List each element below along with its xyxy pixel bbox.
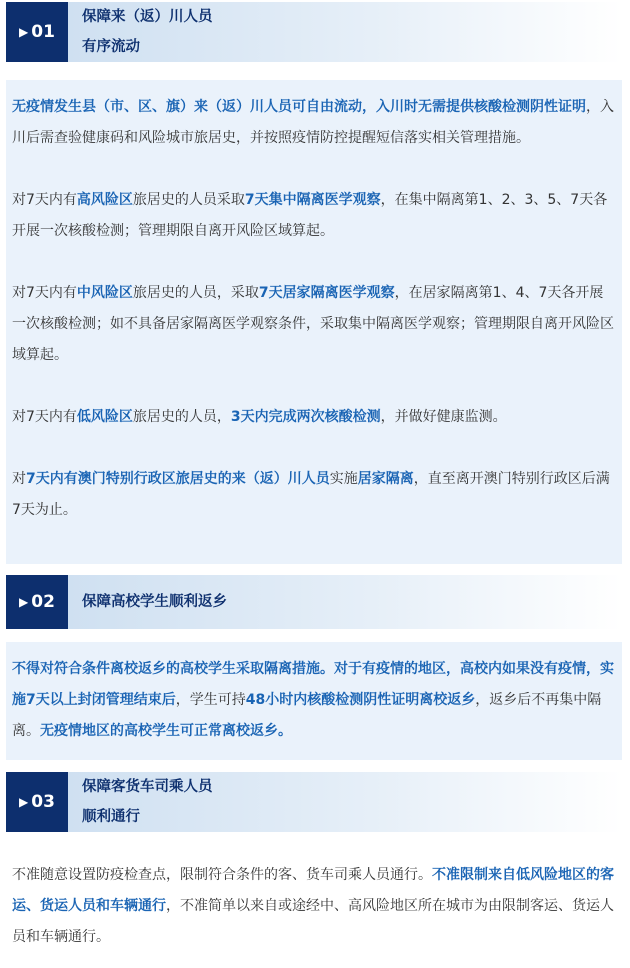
highlighted-text: 不准限制来自低风险地区的客运、货运人员和车辆通行 — [12, 867, 614, 914]
body-text: 对7天内有 — [12, 285, 77, 301]
highlighted-text: 居家隔离 — [357, 471, 414, 487]
highlighted-text: 中风险区 — [76, 285, 133, 301]
paragraph — [12, 654, 614, 747]
play-triangle-icon: ▶ — [19, 795, 29, 809]
body-text: ，在集中隔离第1、2、3、5、7天各开展一次核酸检测；管理期限自离开风险区域算起。 — [12, 192, 608, 239]
body-text: 旅居史的人员， — [132, 409, 231, 425]
section-title-line: 顺利通行 — [82, 809, 140, 825]
section-number-badge — [6, 2, 68, 62]
highlighted-text: 无疫情发生县（市、区、旗）来（返）川人员可自由流动，入川时无需提供核酸检测阴性证明 — [12, 99, 586, 115]
body-text: ，入川后需查验健康码和风险城市旅居史，并按照疫情防控提醒短信落实相关管理措施。 — [12, 99, 614, 146]
section-title-line: 有序流动 — [82, 39, 140, 55]
body-text: ，直至离开澳门特别行政区后满7天为止。 — [12, 471, 610, 518]
highlighted-text: 48小时内核酸检测阴性证明离校返乡 — [245, 692, 476, 708]
section-title — [82, 772, 213, 832]
body-text: 不准随意设置防疫检查点，限制符合条件的客、货车司乘人员通行。 — [12, 867, 432, 883]
highlighted-text: 无疫情地区的高校学生可正常离校返乡。 — [40, 723, 292, 739]
body-text: ，学生可持 — [175, 692, 246, 708]
section-body-01 — [6, 80, 622, 564]
highlighted-text: 3天内完成两次核酸检测 — [230, 409, 381, 425]
paragraph — [12, 278, 614, 371]
body-text: 对7天内有 — [12, 192, 77, 208]
section-header-03 — [6, 772, 622, 832]
paragraph — [12, 92, 614, 154]
section-title-line: 保障高校学生顺利返乡 — [82, 594, 227, 610]
paragraph — [12, 860, 614, 953]
paragraph — [12, 402, 614, 433]
body-text: 旅居史的人员，采取 — [132, 285, 259, 301]
section-title — [82, 575, 227, 629]
section-body-03 — [6, 848, 622, 964]
body-text: 实施 — [329, 471, 358, 487]
paragraph — [12, 185, 614, 247]
highlighted-text: 高风险区 — [76, 192, 133, 208]
highlighted-text: 7天内有澳门特别行政区旅居史的来（返）川人员 — [26, 471, 330, 487]
play-triangle-icon: ▶ — [19, 595, 29, 609]
highlighted-text: 低风险区 — [76, 409, 133, 425]
section-body-02 — [6, 642, 622, 760]
section-number: 01 — [31, 22, 55, 42]
body-text: ，返乡后不再集中隔离。 — [12, 692, 602, 739]
body-text: ，并做好健康监测。 — [380, 409, 507, 425]
section-number: 03 — [31, 792, 55, 812]
section-number-badge — [6, 575, 68, 629]
body-text: 旅居史的人员采取 — [132, 192, 245, 208]
paragraph — [12, 464, 614, 526]
body-text: ，不准简单以来自或途经中、高风险地区所在城市为由限制客运、货运人员和车辆通行。 — [12, 898, 614, 945]
highlighted-text: 不得对符合条件离校返乡的高校学生采取隔离措施。对于有疫情的地区，高校内如果没有疫情，实施7天以上封闭管理结束后 — [12, 661, 614, 708]
highlighted-text: 7天集中隔离医学观察 — [244, 192, 381, 208]
play-triangle-icon: ▶ — [19, 25, 29, 39]
body-text: ，在居家隔离第1、4、7天各开展一次核酸检测；如不具备居家隔离医学观察条件，采取集中隔离医学观察；管理期限自离开风险区域算起。 — [12, 285, 614, 363]
section-title-line: 保障来（返）川人员 — [82, 9, 213, 25]
section-title-line: 保障客货车司乘人员 — [82, 779, 213, 795]
section-header-02 — [6, 575, 622, 629]
body-text: 对 — [12, 471, 26, 487]
section-number-badge — [6, 772, 68, 832]
body-text: 对7天内有 — [12, 409, 77, 425]
section-header-01 — [6, 2, 622, 62]
section-title — [82, 2, 213, 62]
highlighted-text: 7天居家隔离医学观察 — [258, 285, 395, 301]
section-number: 02 — [31, 592, 55, 612]
